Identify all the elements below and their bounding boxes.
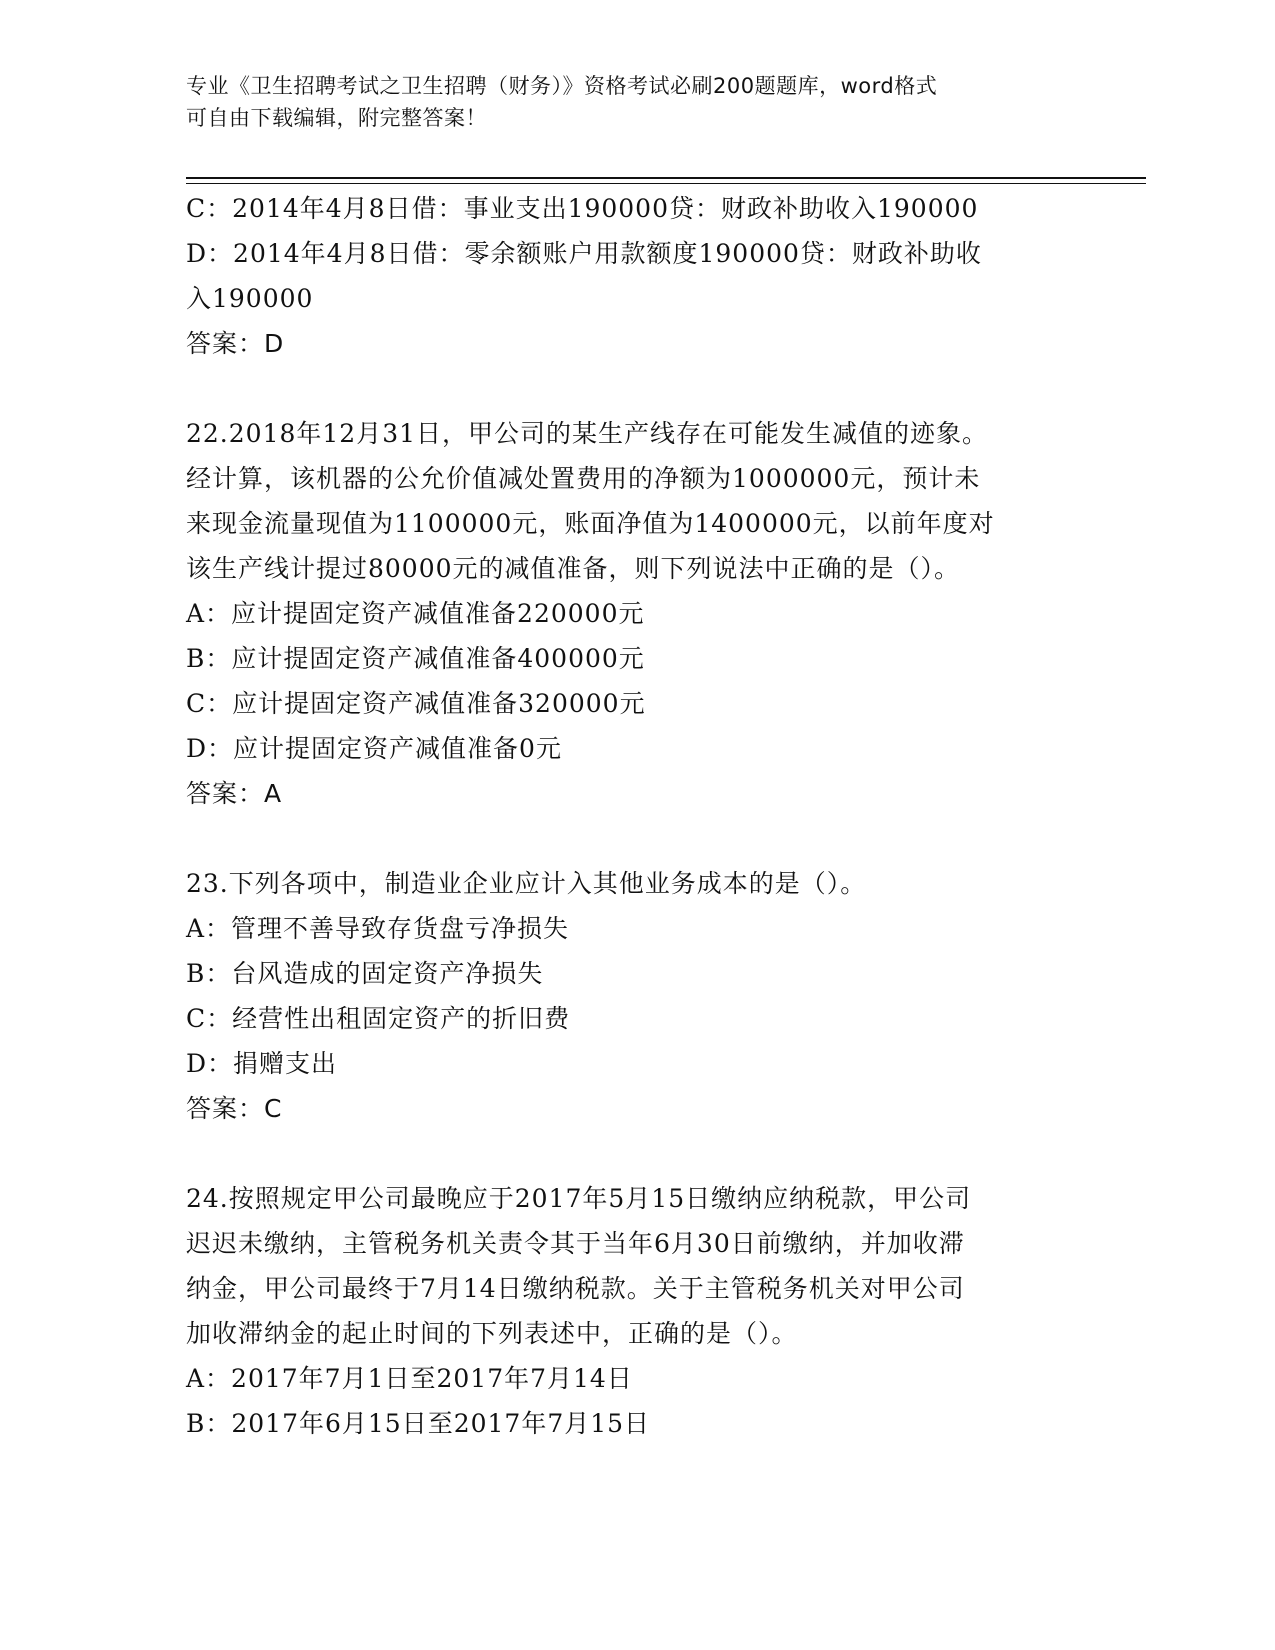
header-divider-thin — [186, 183, 1146, 184]
header-divider-thick — [186, 177, 1146, 179]
option-d-continued: 入190000 — [186, 284, 314, 313]
spacer — [186, 366, 1106, 411]
document-header — [186, 70, 1086, 134]
question-stem: 加收滞纳金的起止时间的下列表述中，正确的是（）。 — [186, 1319, 798, 1348]
answer-label: 答案：D — [186, 329, 285, 358]
option-c: C：经营性出租固定资产的折旧费 — [186, 1004, 571, 1033]
question-22 — [186, 411, 1106, 816]
question-stem: 23.下列各项中，制造业企业应计入其他业务成本的是（）。 — [186, 869, 867, 898]
header-subtitle-line: 可自由下载编辑，附完整答案！ — [186, 106, 487, 130]
option-c: C：2014年4月8日借：事业支出190000贷：财政补助收入190000 — [186, 194, 979, 223]
question-23 — [186, 861, 1106, 1131]
option-d: D：捐赠支出 — [186, 1049, 338, 1078]
header-title-line: 专业《卫生招聘考试之卫生招聘（财务）》资格考试必刷200题题库，word格式 — [186, 74, 938, 98]
option-c: C：应计提固定资产减值准备320000元 — [186, 689, 646, 718]
option-d: D：应计提固定资产减值准备0元 — [186, 734, 562, 763]
answer-label: 答案：C — [186, 1094, 283, 1123]
option-a: A：2017年7月1日至2017年7月14日 — [186, 1364, 633, 1393]
option-a: A：应计提固定资产减值准备220000元 — [186, 599, 645, 628]
spacer — [186, 1131, 1106, 1176]
question-stem: 经计算，该机器的公允价值减处置费用的净额为1000000元，预计未 — [186, 464, 981, 493]
document-body — [186, 186, 1106, 1446]
answer-label: 答案：A — [186, 779, 283, 808]
question-stem: 24.按照规定甲公司最晚应于2017年5月15日缴纳应纳税款，甲公司 — [186, 1184, 972, 1213]
option-a: A：管理不善导致存货盘亏净损失 — [186, 914, 570, 943]
option-d: D：2014年4月8日借：零余额账户用款额度190000贷：财政补助收 — [186, 239, 982, 268]
question-stem: 纳金，甲公司最终于7月14日缴纳税款。关于主管税务机关对甲公司 — [186, 1274, 965, 1303]
question-stem: 来现金流量现值为1100000元，账面净值为1400000元，以前年度对 — [186, 509, 995, 538]
option-b: B：台风造成的固定资产净损失 — [186, 959, 544, 988]
spacer — [186, 816, 1106, 861]
question-stem: 22.2018年12月31日，甲公司的某生产线存在可能发生减值的迹象。 — [186, 419, 989, 448]
option-b: B：应计提固定资产减值准备400000元 — [186, 644, 645, 673]
question-24 — [186, 1176, 1106, 1446]
option-b: B：2017年6月15日至2017年7月15日 — [186, 1409, 651, 1438]
question-stem: 该生产线计提过80000元的减值准备，则下列说法中正确的是（）。 — [186, 554, 961, 583]
question-21-tail — [186, 186, 1106, 366]
question-stem: 迟迟未缴纳，主管税务机关责令其于当年6月30日前缴纳，并加收滞 — [186, 1229, 965, 1258]
